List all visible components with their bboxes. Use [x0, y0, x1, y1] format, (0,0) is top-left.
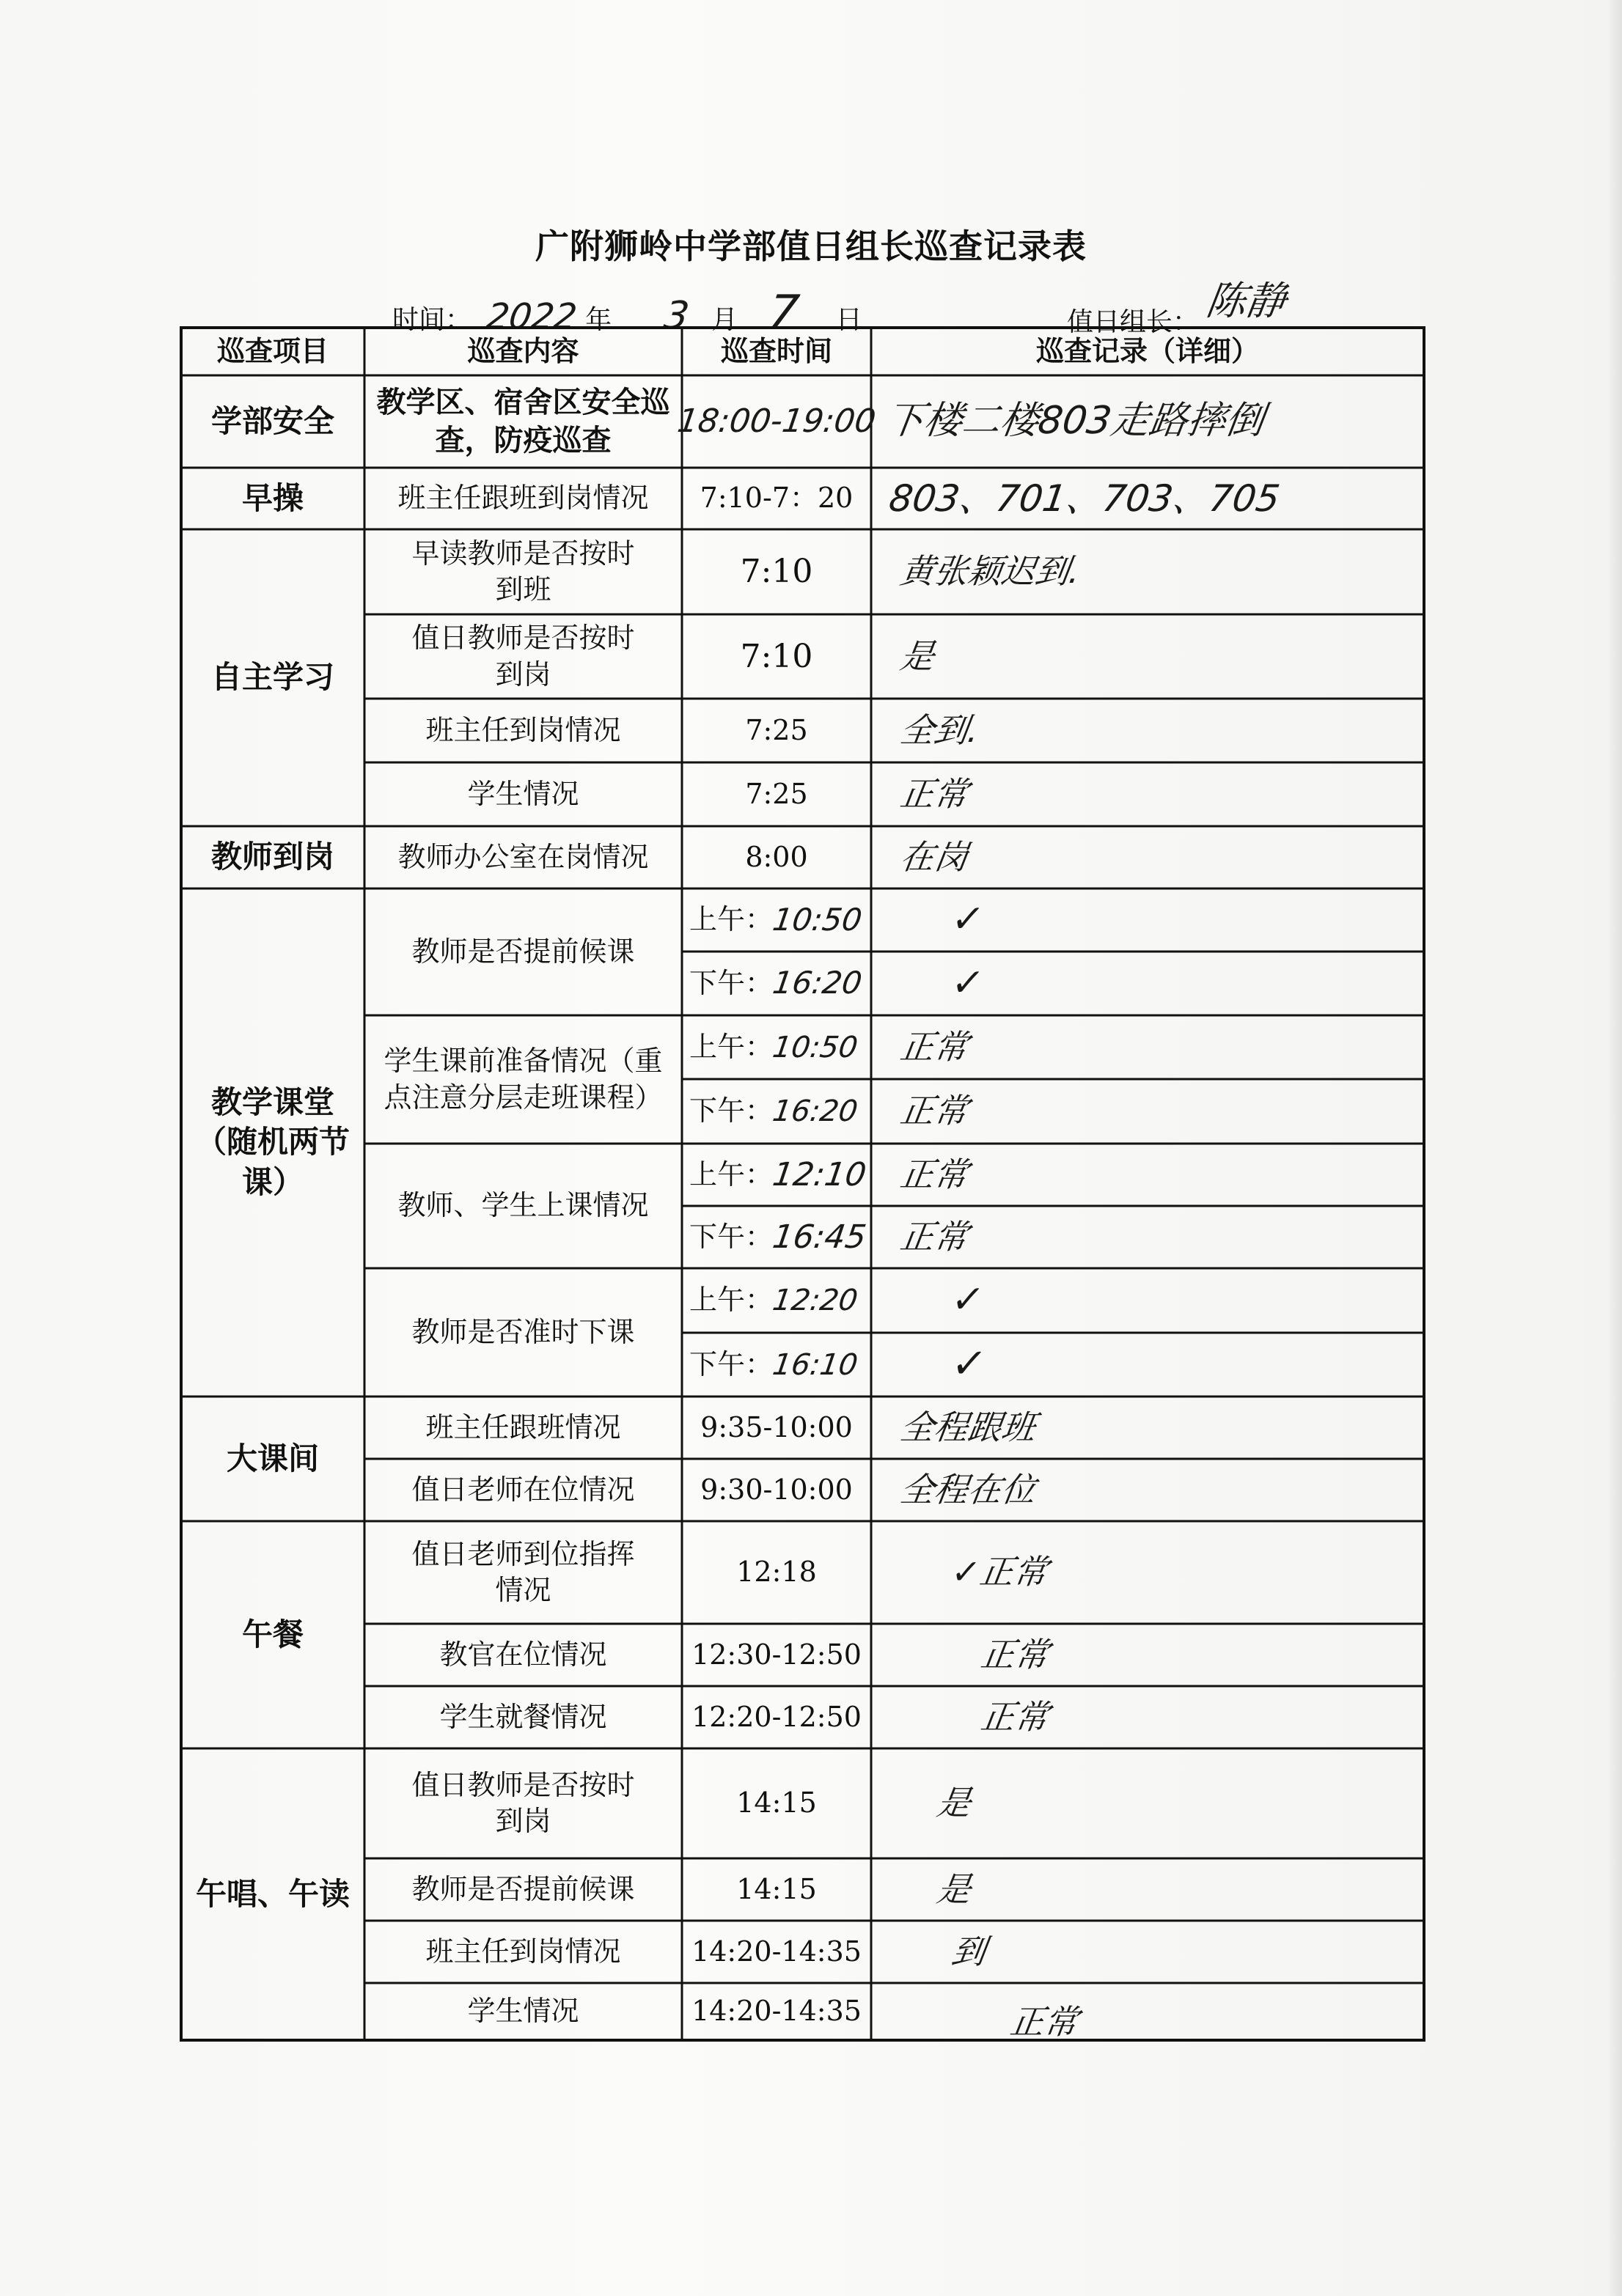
content-self-study-3: 班主任到岗情况 — [425, 713, 621, 746]
year-unit: 年 — [585, 305, 612, 335]
content-safety: 教学区、宿舍区安全巡查，防疫巡查 — [376, 386, 670, 457]
time-exercise: 7:10-7：20 — [700, 482, 854, 515]
am-label: 上午： — [689, 1158, 774, 1191]
record-class-3-am: 正常 — [898, 1154, 971, 1194]
record-self-study-2: 是 — [898, 636, 937, 676]
time-self-study-1: 7:10 — [740, 553, 813, 591]
time-class-2-pm — [682, 1079, 871, 1144]
time-class-4-pm — [682, 1333, 871, 1397]
content-class-3: 教师、学生上课情况 — [397, 1189, 649, 1222]
record-noon-1: 是 — [934, 1783, 974, 1823]
am-label: 上午： — [689, 1030, 774, 1063]
content-class-1: 教师是否提前候课 — [411, 935, 635, 968]
time-self-study-3: 7:25 — [745, 713, 808, 746]
record-break-1: 全程跟班 — [898, 1407, 1038, 1447]
content-self-study-2: 值日教师是否按时到岗 — [411, 622, 635, 691]
record-class-4-pm: ✓ — [948, 1340, 990, 1388]
content-self-study-4: 学生情况 — [467, 777, 579, 810]
content-noon-3: 班主任到岗情况 — [425, 1935, 621, 1968]
pm-label: 下午： — [689, 966, 774, 999]
content-self-study-1: 早读教师是否按时到班 — [411, 537, 635, 606]
record-self-study-1: 黄张颖迟到. — [898, 551, 1083, 592]
content-teacher-arrival: 教师办公室在岗情况 — [397, 840, 649, 873]
time-break-1: 9:35-10:00 — [700, 1410, 853, 1443]
day-unit: 日 — [835, 305, 862, 335]
content-class-2: 学生课前准备情况（重点注意分层走班课程） — [384, 1045, 663, 1114]
time-self-study-2: 7:10 — [740, 637, 813, 675]
am-time: 12:10 — [770, 1155, 869, 1193]
content-class-4: 教师是否准时下课 — [411, 1315, 635, 1348]
time-noon-3: 14:20-14:35 — [691, 1935, 862, 1968]
form-title: 广附狮岭中学部值日组长巡查记录表 — [535, 227, 1087, 266]
record-noon-3: 到 — [949, 1931, 988, 1971]
record-class-3-pm: 正常 — [898, 1216, 971, 1256]
pm-label: 下午： — [689, 1347, 774, 1380]
header-time: 巡查时间 — [720, 334, 832, 367]
record-noon-2: 是 — [934, 1869, 974, 1909]
category-self-study: 自主学习 — [210, 659, 334, 696]
record-noon-4: 正常 — [1008, 2002, 1081, 2042]
time-class-3-pm — [682, 1206, 871, 1268]
year-value: 2022 — [484, 296, 580, 337]
month-unit: 月 — [711, 305, 738, 335]
pm-label: 下午： — [689, 1094, 774, 1127]
header-record: 巡查记录（详细） — [1035, 334, 1259, 367]
time-break-2: 9:30-10:00 — [700, 1473, 853, 1506]
time-teacher-arrival: 8:00 — [745, 840, 808, 873]
record-safety: 下楼二楼803走路摔倒 — [882, 399, 1267, 444]
record-class-1-am: ✓ — [948, 897, 987, 942]
pm-time: 16:45 — [770, 1218, 869, 1256]
content-exercise: 班主任跟班到岗情况 — [397, 482, 649, 515]
record-class-1-pm: ✓ — [948, 960, 987, 1005]
time-class-2-am — [682, 1015, 871, 1079]
time-self-study-4: 7:25 — [745, 777, 808, 810]
time-lunch-1: 12:18 — [736, 1556, 817, 1589]
time-lunch-3: 12:20-12:50 — [691, 1700, 862, 1733]
time-class-1-pm — [682, 952, 871, 1015]
record-lunch-3: 正常 — [978, 1696, 1052, 1737]
record-self-study-4: 正常 — [898, 773, 971, 814]
leader-signature: 陈静 — [1203, 278, 1290, 324]
time-safety: 18:00-19:00 — [675, 402, 878, 441]
category-exercise: 早操 — [241, 479, 304, 516]
record-class-2-am: 正常 — [898, 1026, 971, 1067]
time-class-1-am — [682, 888, 871, 952]
record-lunch-2: 正常 — [978, 1634, 1052, 1674]
am-time: 10:50 — [770, 901, 865, 938]
category-teacher-arrival: 教师到岗 — [210, 839, 334, 875]
header-content: 巡查内容 — [467, 334, 579, 367]
time-lunch-2: 12:30-12:50 — [691, 1638, 862, 1671]
record-exercise: 803、701、703、705 — [886, 477, 1282, 520]
am-label: 上午： — [689, 903, 774, 936]
record-break-2: 全程在位 — [898, 1469, 1038, 1509]
time-noon-1: 14:15 — [736, 1787, 817, 1819]
content-lunch-1: 值日老师到位指挥情况 — [411, 1537, 635, 1606]
month-value: 3 — [661, 294, 691, 338]
record-class-4-am: ✓ — [948, 1278, 987, 1322]
pm-time: 16:20 — [770, 1094, 860, 1128]
pm-time: 16:10 — [770, 1347, 860, 1382]
time-class-4-am — [682, 1268, 871, 1333]
leader-label: 值日组长： — [1067, 307, 1200, 337]
time-noon-4: 14:20-14:35 — [691, 1995, 862, 2028]
time-noon-2: 14:15 — [736, 1872, 817, 1905]
header-item: 巡查项目 — [216, 334, 329, 367]
content-noon-1: 值日教师是否按时到岗 — [411, 1768, 635, 1837]
content-lunch-2: 教官在位情况 — [439, 1638, 607, 1671]
time-label: 时间： — [392, 305, 472, 335]
content-noon-4: 学生情况 — [467, 1995, 579, 2028]
record-lunch-1: ✓正常 — [949, 1552, 1051, 1592]
content-break-2: 值日老师在位情况 — [411, 1473, 635, 1506]
time-class-3-am — [682, 1144, 871, 1206]
day-value: 7 — [764, 286, 802, 340]
pm-label: 下午： — [689, 1220, 774, 1253]
am-time: 10:50 — [770, 1030, 860, 1064]
record-class-2-pm: 正常 — [898, 1091, 971, 1131]
am-time: 12:20 — [770, 1284, 860, 1317]
am-label: 上午： — [689, 1284, 774, 1317]
content-break-1: 班主任跟班情况 — [425, 1410, 621, 1443]
category-classroom: 教学课堂（随机两节课） — [196, 1083, 351, 1200]
category-safety: 学部安全 — [210, 402, 334, 439]
category-lunch: 午餐 — [241, 1616, 304, 1652]
content-lunch-3: 学生就餐情况 — [439, 1700, 607, 1733]
content-noon-2: 教师是否提前候课 — [411, 1872, 635, 1905]
record-self-study-3: 全到. — [898, 710, 982, 750]
record-teacher-arrival: 在岗 — [898, 836, 971, 877]
category-break: 大课间 — [226, 1440, 319, 1476]
pm-time: 16:20 — [770, 965, 865, 1001]
category-noon: 午唱、午读 — [195, 1875, 350, 1912]
